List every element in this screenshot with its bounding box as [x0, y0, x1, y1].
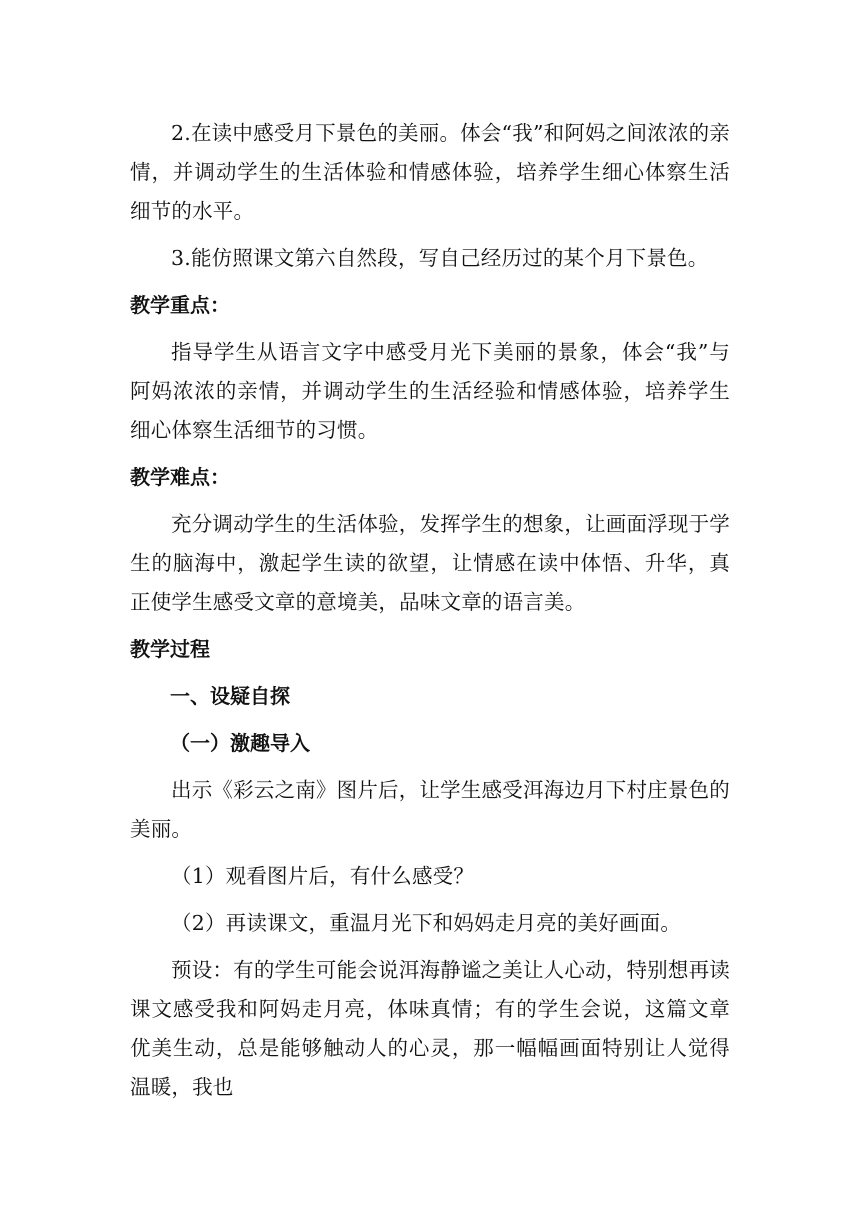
- question-1: （1）观看图片后，有什么感受？: [171, 864, 475, 888]
- difficulties-heading: 教学难点：: [130, 465, 230, 489]
- document-content: [130, 114, 730, 1115]
- preset-paragraph: 预设：有的学生可能会说洱海静谧之美让人心动，特别想再读课文感受我和阿妈走月亮，体味真情；有的学生会说，这篇文章优美生动，总是能够触动人的心灵，那一幅幅画面特别让人觉得温暖，我也: [130, 958, 730, 1099]
- objective-3: 3.能仿照课文第六自然段，写自己经历过的某个月下景色。: [171, 246, 709, 270]
- key-points-body: 指导学生从语言文字中感受月光下美丽的景象，体会“我”与阿妈浓浓的亲情，并调动学生的生活经验和情感体验，培养学生细心体察生活细节的习惯。: [130, 340, 730, 442]
- section-1-1-heading: （一）激趣导入: [170, 731, 310, 755]
- intro-paragraph: 出示《彩云之南》图片后，让学生感受洱海边月下村庄景色的美丽。: [130, 778, 730, 841]
- difficulties-body: 充分调动学生的生活体验，发挥学生的想象，让画面浮现于学生的脑海中，激起学生读的欲望，让情感在读中体悟、升华，真正使学生感受文章的意境美，品味文章的语言美。: [130, 512, 730, 614]
- question-2: （2）再读课文，重温月光下和妈妈走月亮的美好画面。: [171, 911, 682, 935]
- process-heading: 教学过程: [130, 637, 210, 661]
- objective-2: 2.在读中感受月下景色的美丽。体会“我”和阿妈之间浓浓的亲情，并调动学生的生活体验和情感体验，培养学生细心体察生活细节的水平。: [130, 121, 730, 223]
- section-1-heading: 一、设疑自探: [170, 684, 290, 708]
- key-points-heading: 教学重点：: [130, 293, 230, 317]
